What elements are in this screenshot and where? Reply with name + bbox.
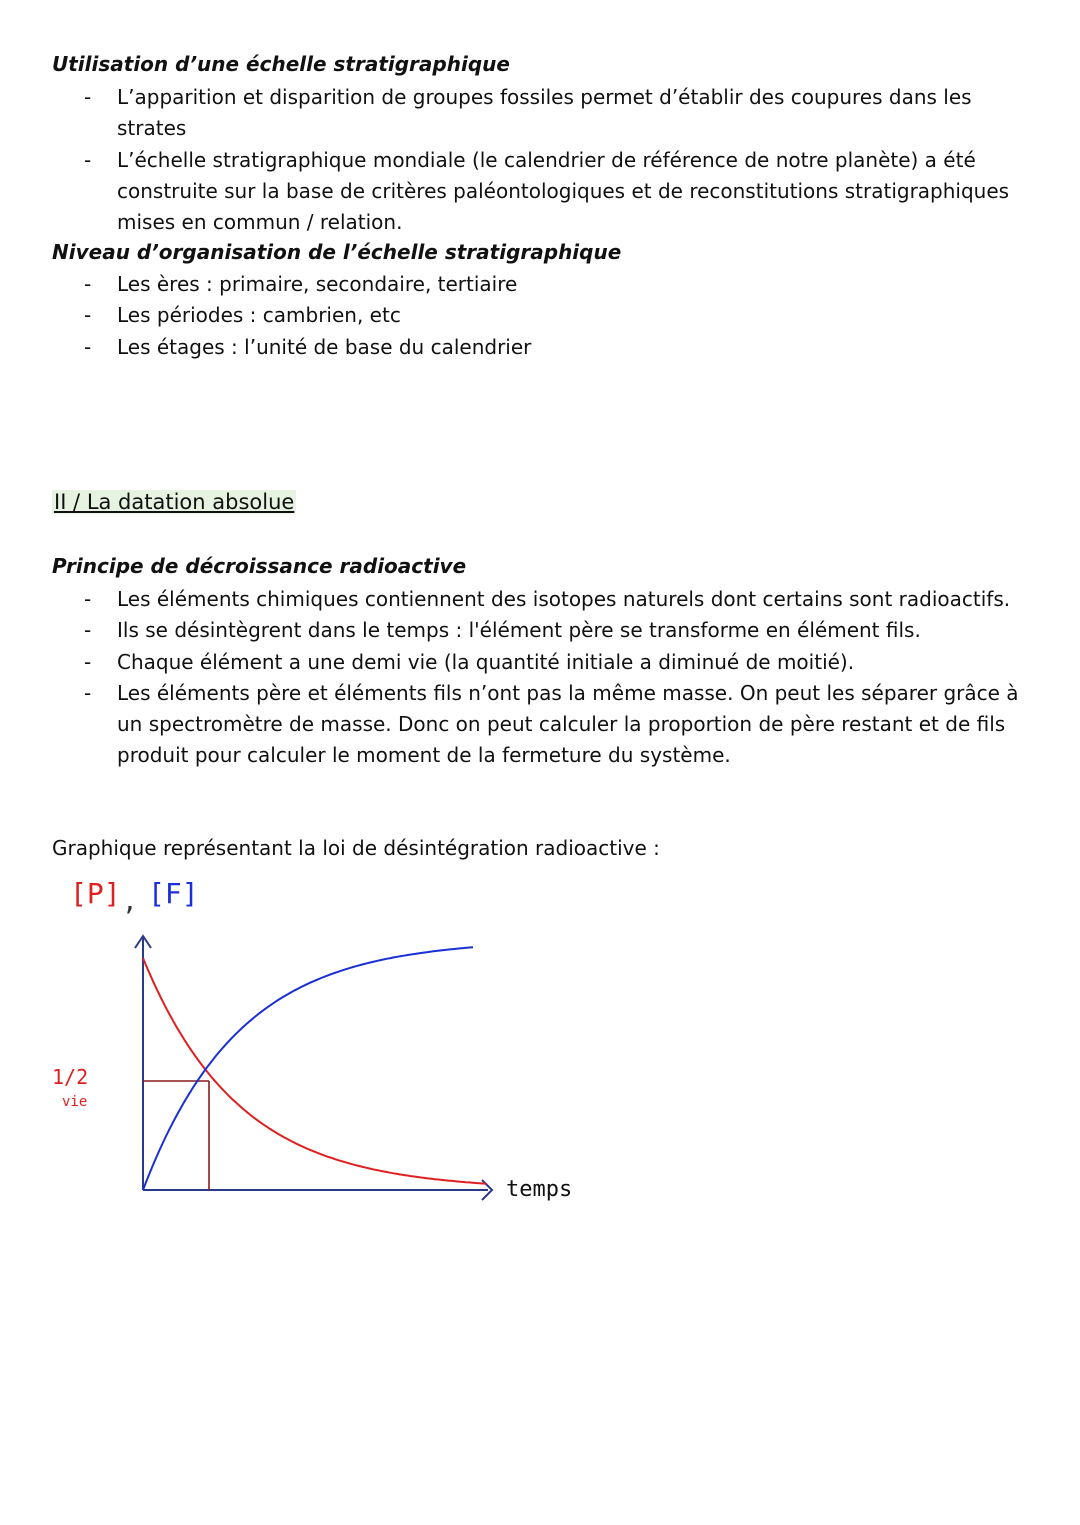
label-fils: [F] [148,877,199,910]
label-pere: [P] [70,877,121,910]
label-separator: , [122,887,138,917]
half-life-label-vie: vie [62,1094,88,1110]
list-item: - L’apparition et disparition de groupes fossiles permet d’établir des coupures dans les strates [84,82,1037,145]
heading-decroissance-radioactive: Principe de décroissance radioactive [52,554,467,578]
heading-niveau-organisation: Niveau d’organisation de l’échelle stratigraphique [52,240,622,264]
list-item: - Les étages : l’unité de base du calendrier [84,332,1037,363]
x-axis-label: temps [506,1177,573,1202]
series-fils-line [143,947,473,1190]
half-life-label: 1/2 [52,1065,89,1089]
series-pere-line [143,958,486,1184]
heading-echelle-stratigraphique: Utilisation d’une échelle stratigraphique [52,52,510,76]
list-item: - Les périodes : cambrien, etc [84,300,1037,331]
list-item: - Les ères : primaire, secondaire, tertiaire [84,269,1037,300]
graph-caption: Graphique représentant la loi de désintégration radioactive : [52,836,660,860]
list-item: - Les éléments père et éléments fils n’ont pas la même masse. On peut les séparer grâce à un spectromètre de masse. Donc on peut calculer la proportion de père restant et de fils produit pour calculer le moment de la fermeture du système. [84,678,1037,772]
list-item: - Les éléments chimiques contiennent des isotopes naturels dont certains sont radioactifs. [84,584,1037,615]
list-item: - L’échelle stratigraphique mondiale (le calendrier de référence de notre planète) a été construite sur la base de critères paléontologiques et de reconstitutions stratigraphiques mises en commun / relation. [84,145,1037,239]
section-title-datation-absolue: II / La datation absolue [54,490,295,514]
list-item: - Chaque élément a une demi vie (la quantité initiale a diminué de moitié). [84,647,1037,678]
list-item: - Ils se désintègrent dans le temps : l'élément père se transforme en élément fils. [84,615,1037,646]
